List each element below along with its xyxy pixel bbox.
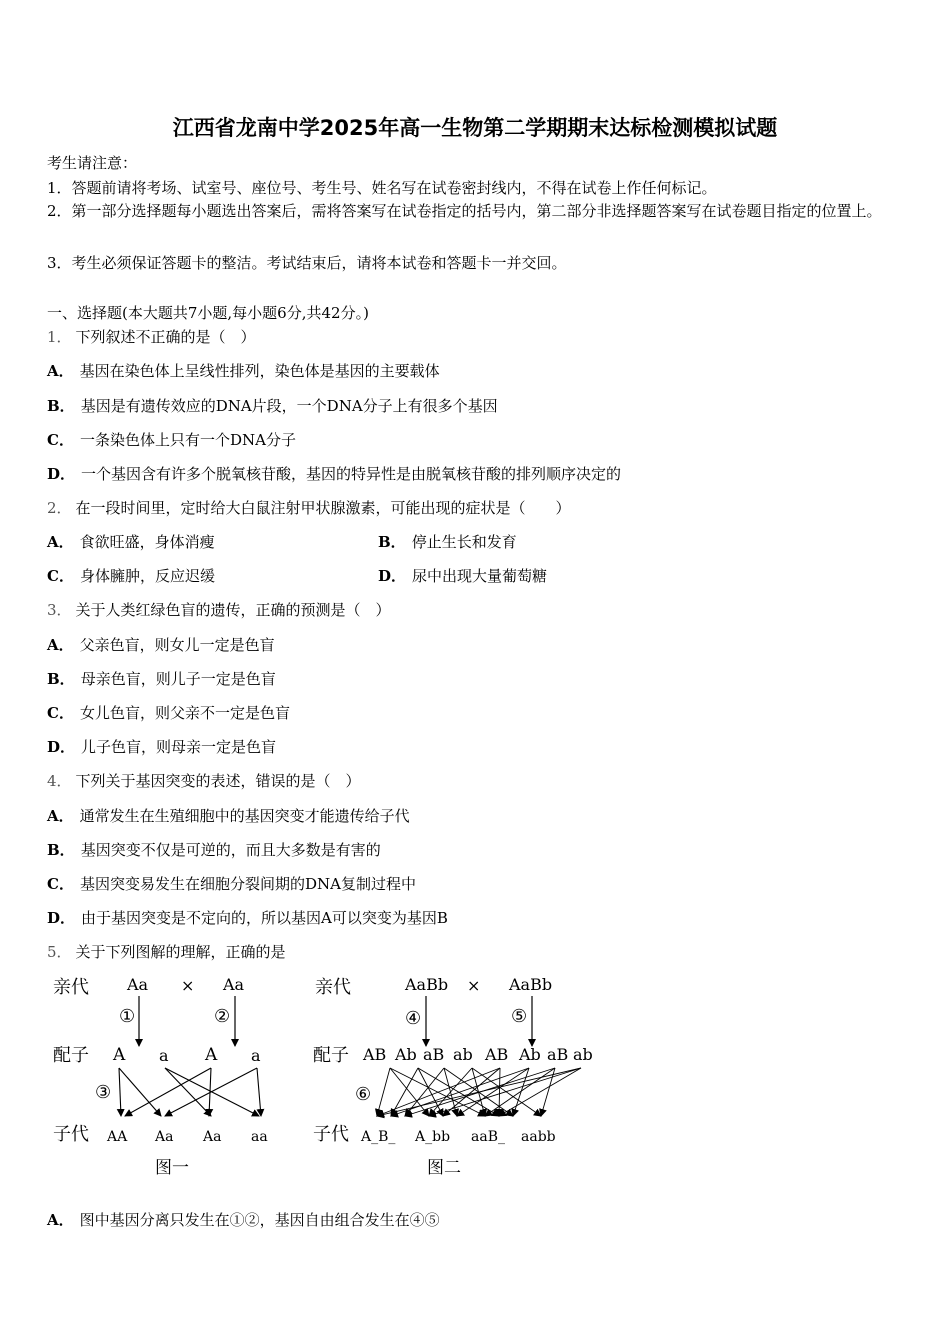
fig2-step-6: ⑥ [355,1084,372,1105]
notice-item: 1．答题前请将考场、试室号、座位号、考生号、姓名写在试卷密封线内，不得在试卷上作任何标记。 [47,179,717,197]
fig2-arrow [377,1068,581,1116]
question-text: 关于人类红绿色盲的遗传，正确的预测是（ ） [75,601,391,619]
fig1-gamete: A [205,1045,218,1065]
fig2-arrow [377,1068,390,1116]
fig2-arrow [485,1068,555,1116]
fig2-offspring: A_bb [415,1129,451,1145]
fig1-step-3: ③ [95,1082,112,1103]
option-4d[interactable]: D． 由于基因突变是不定向的，所以基因A可以突变为基因B [47,909,448,927]
fig1-parent1: Aa [127,975,149,994]
option-1c[interactable]: C． 一条染色体上只有一个DNA分子 [47,431,296,449]
fig2-arrow [499,1068,500,1116]
option-1d[interactable]: D． 一个基因含有许多个脱氧核苷酸，基因的特异性是由脱氧核苷酸的排列顺序决定的 [47,465,622,483]
fig1-gamete: A [113,1045,126,1065]
question-2-stem [47,497,571,518]
option-3a[interactable]: A． 父亲色盲，则女儿一定是色盲 [47,636,275,654]
option-4a[interactable]: A． 通常发生在生殖细胞中的基因突变才能遗传给子代 [47,807,410,825]
fig2-row-parent: 亲代 [315,977,351,998]
fig2-arrow [499,1068,581,1116]
fig1-cross-arrows [119,1068,261,1116]
notice-item: 3．考生必须保证答题卡的整洁。考试结束后，请将本试卷和答题卡一并交回。 [47,254,567,272]
fig1-cross: × [181,976,195,995]
fig2-arrow [429,1068,581,1116]
fig2-arrow [391,1068,529,1116]
fig2-offspring: aaB_ [471,1129,505,1145]
fig1-offspring: Aa [155,1129,174,1145]
fig2-step-4: ④ [405,1008,422,1029]
question-number: 3． [47,601,72,619]
fig1-step-2: ② [214,1006,231,1027]
figure-one [53,975,268,1178]
question-text: 关于下列图解的理解，正确的是 [75,943,286,961]
fig1-caption: 图一 [155,1158,189,1178]
option-4b[interactable]: B． 基因突变不仅是可逆的，而且大多数是有害的 [47,841,381,859]
option-4c[interactable]: C． 基因突变易发生在细胞分裂间期的DNA复制过程中 [47,875,416,893]
option-1b[interactable]: B． 基因是有遗传效应的DNA片段，一个DNA分子上有很多个基因 [47,397,498,415]
figure-two [313,975,593,1178]
question-number: 5． [47,943,72,961]
fig2-cross-arrows [377,1068,581,1116]
notice-heading: 考生请注意： [47,154,138,172]
question-number: 4． [47,772,72,790]
fig2-step-5: ⑤ [511,1006,528,1027]
question-number: 1． [47,328,72,346]
question-text: 下列关于基因突变的表述，错误的是（ ） [75,772,361,790]
fig1-row-offspring: 子代 [53,1124,89,1145]
question-5-stem [47,941,286,962]
question-text: 下列叙述不正确的是（ ） [75,328,256,346]
section-heading: 一、选择题(本大题共7小题,每小题6分,共42分。) [47,304,369,322]
fig2-gamete: Ab [519,1045,541,1064]
fig2-cross: × [467,976,481,995]
option-2b[interactable]: B． 停止生长和发育 [378,533,517,551]
fig2-gamete: aB [423,1045,445,1064]
question-1-stem [47,326,256,347]
page-title: 江西省龙南中学2025年高一生物第二学期期末达标检测模拟试题 [172,116,778,140]
question-3-stem [47,599,391,620]
option-3b[interactable]: B． 母亲色盲，则儿子一定是色盲 [47,670,276,688]
fig2-caption: 图二 [427,1158,461,1178]
fig2-arrow [541,1068,555,1116]
fig1-offspring: aa [251,1129,268,1145]
fig1-offspring: Aa [203,1129,222,1145]
fig2-gamete: ab [453,1045,473,1064]
option-1a[interactable]: A． 基因在染色体上呈线性排列，染色体是基因的主要载体 [47,362,440,380]
option-2d[interactable]: D． 尿中出现大量葡萄糖 [378,567,548,585]
fig2-gamete: Ab [395,1045,417,1064]
fig1-offspring: AA [107,1129,128,1145]
fig2-offspring: A_B_ [361,1129,396,1145]
fig2-offspring: aabb [521,1129,556,1145]
fig2-gamete: AB [485,1045,509,1064]
option-2c[interactable]: C． 身体臃肿，反应迟缓 [47,567,215,585]
question-number: 2． [47,499,72,517]
option-3c[interactable]: C． 女儿色盲，则父亲不一定是色盲 [47,704,290,722]
fig2-gamete: AB [363,1045,387,1064]
fig1-step-1: ① [119,1006,136,1027]
fig2-parent2: AaBb [509,975,553,994]
fig2-arrow [513,1068,529,1116]
option-2a[interactable]: A． 食欲旺盛，身体消瘦 [47,533,215,551]
question-text: 在一段时间里，定时给大白鼠注射甲状腺激素，可能出现的症状是（ ） [75,499,571,517]
fig2-arrow [457,1068,529,1116]
fig1-parent2: Aa [223,975,245,994]
option-3d[interactable]: D． 儿子色盲，则母亲一定是色盲 [47,738,277,756]
fig1-row-gamete: 配子 [53,1045,89,1066]
fig1-gamete: a [159,1046,169,1065]
fig1-gamete: a [251,1046,261,1065]
genetics-figure [45,968,645,1183]
fig2-gamete: ab [573,1045,593,1064]
question-4-stem [47,770,361,791]
fig2-row-gamete: 配子 [313,1045,349,1066]
notice-item: 2．第一部分选择题每小题选出答案后，需将答案写在试卷指定的括号内，第二部分非选择题答案写在试卷题目指定的位置上。 [47,202,882,220]
fig2-row-offspring: 子代 [313,1124,349,1145]
fig1-row-parent: 亲代 [53,977,89,998]
fig2-parent1: AaBb [405,975,449,994]
fig2-gamete: aB [547,1045,569,1064]
option-5a[interactable]: A． 图中基因分离只发生在①②，基因自由组合发生在④⑤ [47,1211,440,1229]
